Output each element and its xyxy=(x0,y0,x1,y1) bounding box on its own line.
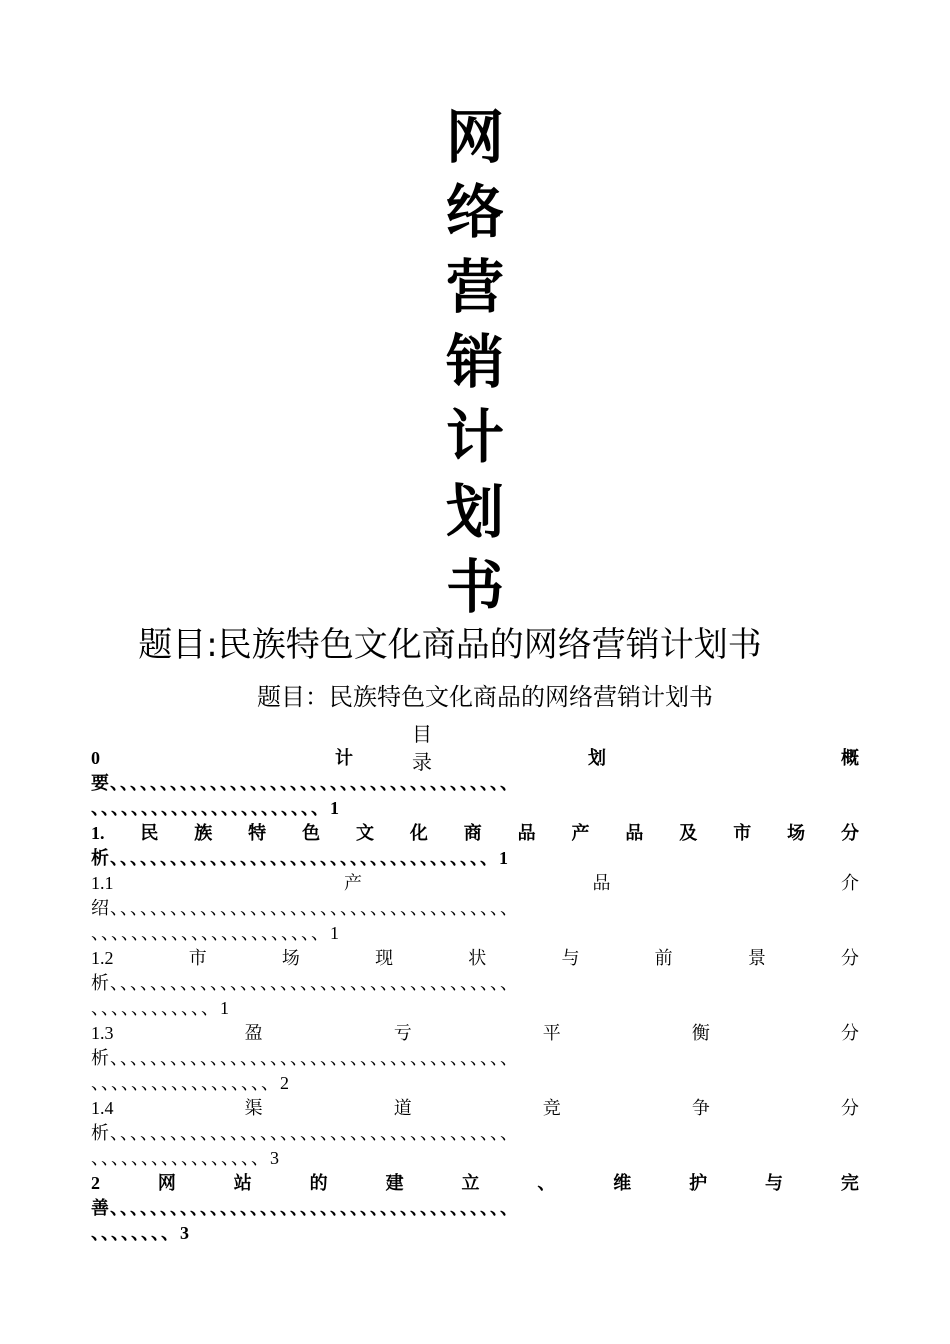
toc-entry-word: 及 xyxy=(679,823,698,843)
toc-entry-leader-line: 、、、、、、、、、、、、1 xyxy=(91,998,230,1018)
toc-entry[interactable] xyxy=(91,821,859,871)
toc-entry-word: 维 xyxy=(613,1173,632,1193)
toc-entry-leader-line: 析、、、、、、、、、、、、、、、、、、、、、、、、、、、、、、、、、、、、、、、、 xyxy=(91,1048,519,1068)
toc-entry-word: 亏 xyxy=(393,1023,412,1043)
toc-entry-word: 介 xyxy=(841,873,859,893)
toc-entry-leader-line: 、、、、、、、、、、、、、、、、、3 xyxy=(91,1148,280,1168)
toc-entry-word: 渠 xyxy=(244,1098,263,1118)
cover-vertical-title xyxy=(440,100,510,625)
cover-title-char: 网 xyxy=(445,103,504,171)
toc-heading: 目 录 xyxy=(412,722,448,774)
toc-entry-word: 计 xyxy=(335,748,353,768)
toc-entry-word: 1.1 xyxy=(91,873,114,893)
toc-entry-word: 商 xyxy=(463,823,482,843)
toc-entry[interactable] xyxy=(91,871,859,946)
toc-entry-heading-line xyxy=(91,821,859,846)
cover-title-char: 书 xyxy=(445,553,504,621)
subtitle-large: 题目:民族特色文化商品的网络营销计划书 xyxy=(138,625,762,665)
toc-entry[interactable] xyxy=(91,946,859,1021)
cover-title-char: 计 xyxy=(445,403,504,471)
toc-entry-heading-line xyxy=(91,871,859,896)
toc-entry-word: 、 xyxy=(537,1173,556,1193)
toc-entry-word: 立 xyxy=(461,1173,480,1193)
toc-entry-heading-line xyxy=(91,746,859,771)
toc-entry-word: 化 xyxy=(409,823,428,843)
toc-entry-word: 民 xyxy=(140,823,159,843)
toc-entry-word: 前 xyxy=(654,948,673,968)
toc-entry-word: 分 xyxy=(840,1023,859,1043)
toc-entry-word: 衡 xyxy=(691,1023,710,1043)
toc-entry-word: 盈 xyxy=(244,1023,263,1043)
toc-entry-heading-line xyxy=(91,946,859,971)
toc-entry-word: 产 xyxy=(344,873,362,893)
toc-entry-word: 道 xyxy=(393,1098,412,1118)
toc-entry[interactable] xyxy=(91,1096,859,1171)
toc-entry-leader-line: 析、、、、、、、、、、、、、、、、、、、、、、、、、、、、、、、、、、、、、、、、 xyxy=(91,1123,519,1143)
toc-entry-word: 分 xyxy=(840,823,859,843)
toc-entry-word: 场 xyxy=(787,823,806,843)
cover-title-char: 络 xyxy=(445,178,504,246)
toc-entry-leader-line: 析、、、、、、、、、、、、、、、、、、、、、、、、、、、、、、、、、、、、、、1 xyxy=(91,848,509,868)
toc-entry-heading-line xyxy=(91,1171,859,1196)
toc-entry-word: 0 xyxy=(91,748,100,768)
toc-entry-word: 完 xyxy=(840,1173,859,1193)
toc-entry-word: 与 xyxy=(765,1173,784,1193)
toc-entry-word: 市 xyxy=(188,948,207,968)
toc-entry-word: 景 xyxy=(747,948,766,968)
toc-entry-word: 特 xyxy=(248,823,267,843)
toc-entry-word: 竞 xyxy=(542,1098,561,1118)
toc-entry-word: 现 xyxy=(375,948,394,968)
toc-entry-leader-line: 析、、、、、、、、、、、、、、、、、、、、、、、、、、、、、、、、、、、、、、、、 xyxy=(91,973,519,993)
toc-entry-word: 品 xyxy=(517,823,536,843)
toc-entry-word: 1.2 xyxy=(91,948,114,968)
toc-entry-word: 族 xyxy=(194,823,213,843)
cover-title-char: 划 xyxy=(445,478,504,546)
toc-entry-leader-line: 善、、、、、、、、、、、、、、、、、、、、、、、、、、、、、、、、、、、、、、、、 xyxy=(91,1198,519,1218)
toc-entry-word: 1. xyxy=(91,823,105,843)
toc-entry-word: 2 xyxy=(91,1173,100,1193)
toc-entry-word: 概 xyxy=(841,748,859,768)
toc-entry-word: 分 xyxy=(841,948,859,968)
toc-entry-heading-line xyxy=(91,1021,859,1046)
toc-entry[interactable] xyxy=(91,1021,859,1096)
toc-entry-word: 的 xyxy=(309,1173,328,1193)
toc-entry-word: 划 xyxy=(588,748,606,768)
toc-entry-word: 品 xyxy=(592,873,611,893)
toc-entry-word: 1.4 xyxy=(91,1098,114,1118)
toc-entry-word: 文 xyxy=(355,823,374,843)
toc-entry-word: 场 xyxy=(281,948,300,968)
toc-entry-leader-line: 要、、、、、、、、、、、、、、、、、、、、、、、、、、、、、、、、、、、、、、、、 xyxy=(91,773,519,793)
toc-entry-word: 站 xyxy=(233,1173,252,1193)
toc-entry-heading-line xyxy=(91,1096,859,1121)
table-of-contents xyxy=(91,746,859,1246)
toc-entry-leader-line: 、、、、、、、、3 xyxy=(91,1223,190,1243)
toc-entry-word: 与 xyxy=(561,948,580,968)
toc-entry-word: 品 xyxy=(625,823,644,843)
toc-entry-leader-line: 、、、、、、、、、、、、、、、、、、2 xyxy=(91,1073,290,1093)
cover-title-char: 销 xyxy=(445,328,504,396)
toc-entry-word: 网 xyxy=(157,1173,176,1193)
toc-entry-word: 分 xyxy=(840,1098,859,1118)
toc-entry-leader-line: 绍、、、、、、、、、、、、、、、、、、、、、、、、、、、、、、、、、、、、、、、、 xyxy=(91,898,519,918)
toc-entry-word: 护 xyxy=(689,1173,708,1193)
subtitle-small: 题目：民族特色文化商品的网络营销计划书 xyxy=(257,683,713,711)
cover-title-char: 营 xyxy=(445,253,504,321)
toc-entry-leader-line: 、、、、、、、、、、、、、、、、、、、、、、、1 xyxy=(91,923,340,943)
toc-entry-word: 建 xyxy=(385,1173,404,1193)
toc-entry[interactable] xyxy=(91,746,859,821)
toc-entry-word: 1.3 xyxy=(91,1023,114,1043)
toc-entry-leader-line: 、、、、、、、、、、、、、、、、、、、、、、、1 xyxy=(91,798,340,818)
toc-entry-word: 平 xyxy=(542,1023,561,1043)
toc-entry-word: 争 xyxy=(691,1098,710,1118)
toc-entry[interactable] xyxy=(91,1171,859,1246)
toc-entry-word: 状 xyxy=(468,948,487,968)
toc-entry-word: 色 xyxy=(302,823,321,843)
toc-entry-word: 市 xyxy=(733,823,752,843)
toc-entry-word: 产 xyxy=(571,823,590,843)
